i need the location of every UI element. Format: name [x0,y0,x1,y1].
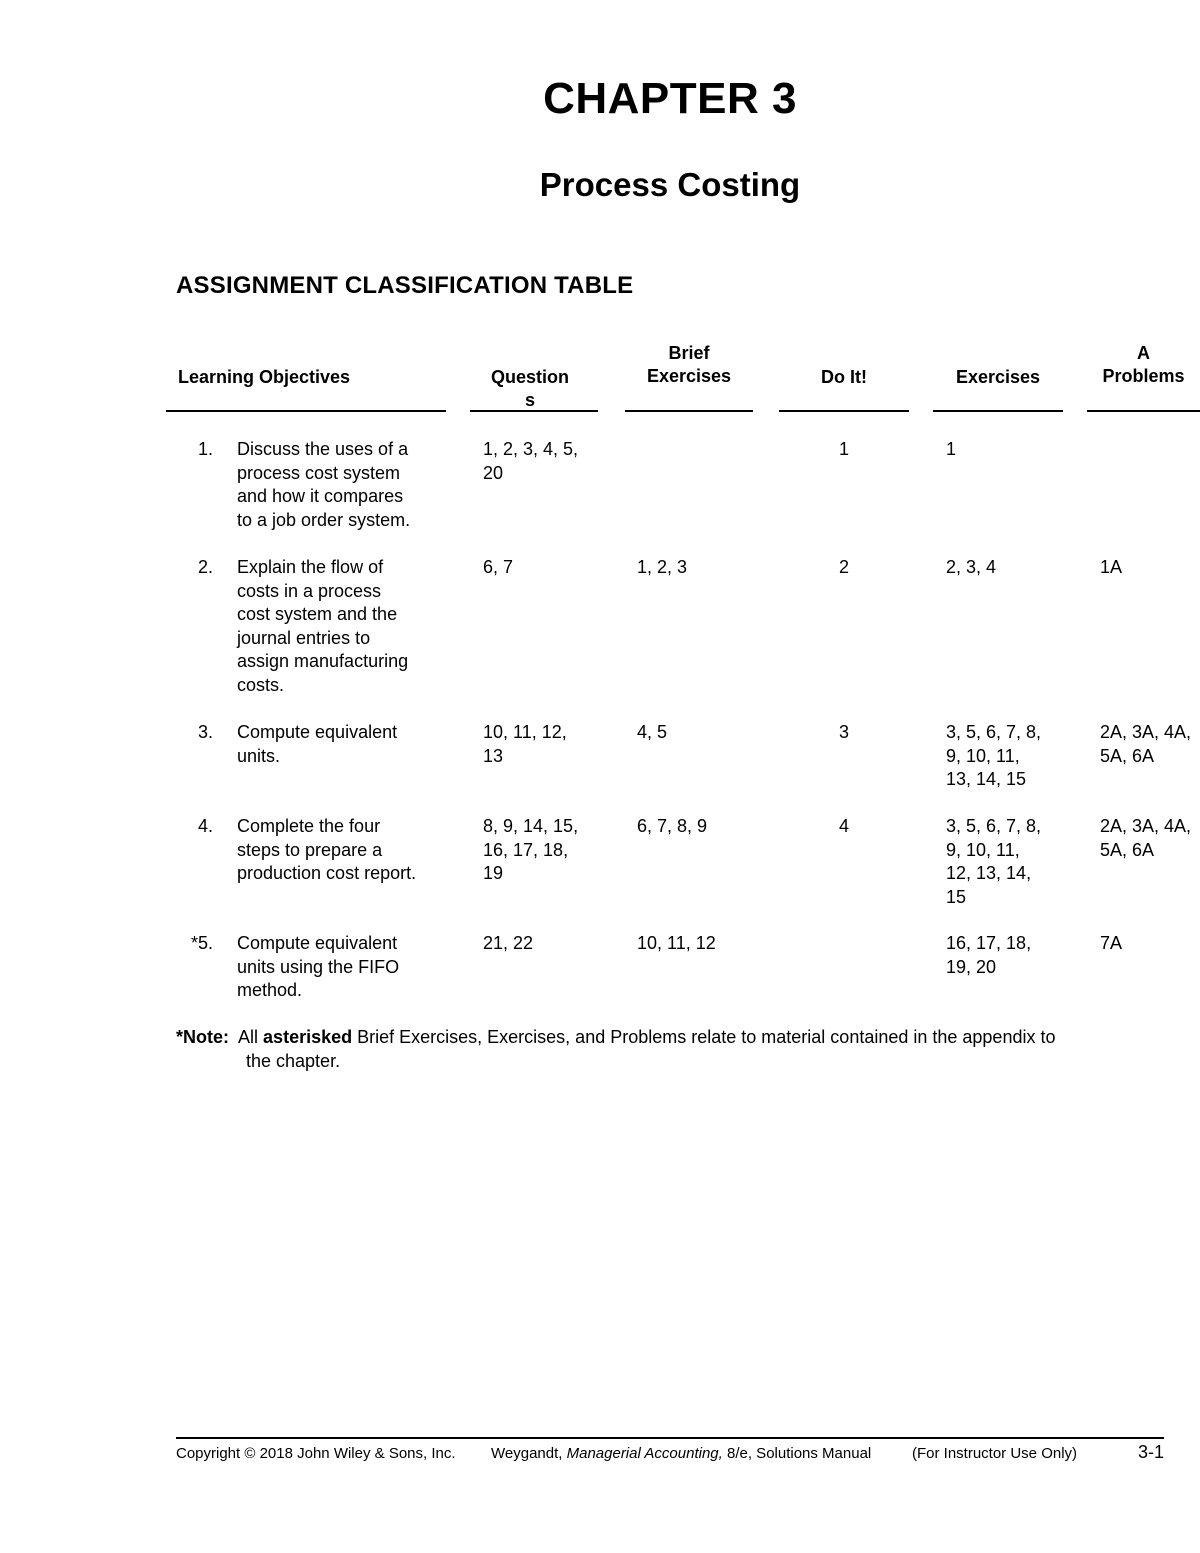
footer-author: Weygandt, [491,1445,563,1462]
a-problems-cell: 2A, 3A, 4A, 5A, 6A [1100,722,1192,766]
header-questions: Question s [490,367,569,410]
header-a-problems: A Problems [1102,343,1185,386]
note-text-post: Brief Exercises, Exercises, and Problems relate to material contained in the appendix to [357,1027,1056,1047]
note-text-continuation: the chapter. [246,1051,341,1071]
footer-book-title: Managerial Accounting, [566,1445,723,1462]
note-label: *Note: [176,1027,229,1047]
header-rule [1087,410,1200,412]
brief-exercises-cell: 6, 7, 8, 9 [637,816,708,836]
objective-text: Explain the flow of costs in a process cost system and the journal entries to assign manufacturing costs. [237,557,409,695]
questions-cell: 10, 11, 12, 13 [483,722,567,766]
footer-book-reference [491,1444,871,1464]
a-problems-cell: 7A [1100,933,1123,953]
row-number: *5. [190,933,213,953]
footer-page-number: 3-1 [1138,1442,1165,1462]
exercises-cell: 16, 17, 18, 19, 20 [946,933,1032,977]
objective-text: Compute equivalent units. [237,722,398,766]
row-number: 4. [197,816,213,836]
header-brief-exercises: Brief Exercises [646,343,732,386]
row-number: 1. [197,439,213,459]
note-text-bold: asterisked [263,1027,353,1047]
exercises-cell: 3, 5, 6, 7, 8, 9, 10, 11, 13, 14, 15 [946,722,1042,789]
footer-copyright: Copyright © 2018 John Wiley & Sons, Inc. [176,1445,456,1462]
header-rule [625,410,753,412]
objective-text: Compute equivalent units using the FIFO method. [237,933,400,1000]
row-number: 3. [197,722,213,742]
questions-cell: 8, 9, 14, 15, 16, 17, 18, 19 [483,816,579,883]
objective-text: Complete the four steps to prepare a production cost report. [237,816,417,883]
exercises-cell: 1 [946,439,957,459]
objective-text: Discuss the uses of a process cost system and how it compares to a job order system. [237,439,411,530]
header-rule [166,410,446,412]
header-exercises: Exercises [955,367,1041,387]
header-learning-objectives: Learning Objectives [178,367,351,387]
chapter-subtitle: Process Costing [539,166,801,203]
header-rule [779,410,909,412]
do-it-cell: 3 [838,722,849,742]
questions-cell: 21, 22 [483,933,534,953]
chapter-title: CHAPTER 3 [543,74,797,123]
footer-edition: 8/e, Solutions Manual [727,1445,872,1462]
exercises-cell: 3, 5, 6, 7, 8, 9, 10, 11, 12, 13, 14, 15 [946,816,1042,907]
a-problems-cell: 2A, 3A, 4A, 5A, 6A [1100,816,1192,860]
header-rule [470,410,598,412]
questions-cell: 6, 7 [483,557,514,577]
header-do-it: Do It! [821,367,867,387]
row-number: 2. [197,557,213,577]
questions-cell: 1, 2, 3, 4, 5, 20 [483,439,579,483]
section-heading: ASSIGNMENT CLASSIFICATION TABLE [176,272,634,299]
note-text-pre: All [238,1027,259,1047]
do-it-cell: 2 [838,557,849,577]
do-it-cell: 1 [838,439,849,459]
footer-rule [176,1437,1164,1439]
exercises-cell: 2, 3, 4 [946,557,997,577]
footer-usage: (For Instructor Use Only) [912,1445,1078,1462]
a-problems-cell: 1A [1100,557,1123,577]
brief-exercises-cell: 4, 5 [637,722,668,742]
brief-exercises-cell: 1, 2, 3 [637,557,688,577]
do-it-cell: 4 [838,816,849,836]
header-rule [933,410,1063,412]
appendix-note [176,1025,1176,1073]
brief-exercises-cell: 10, 11, 12 [637,933,716,953]
